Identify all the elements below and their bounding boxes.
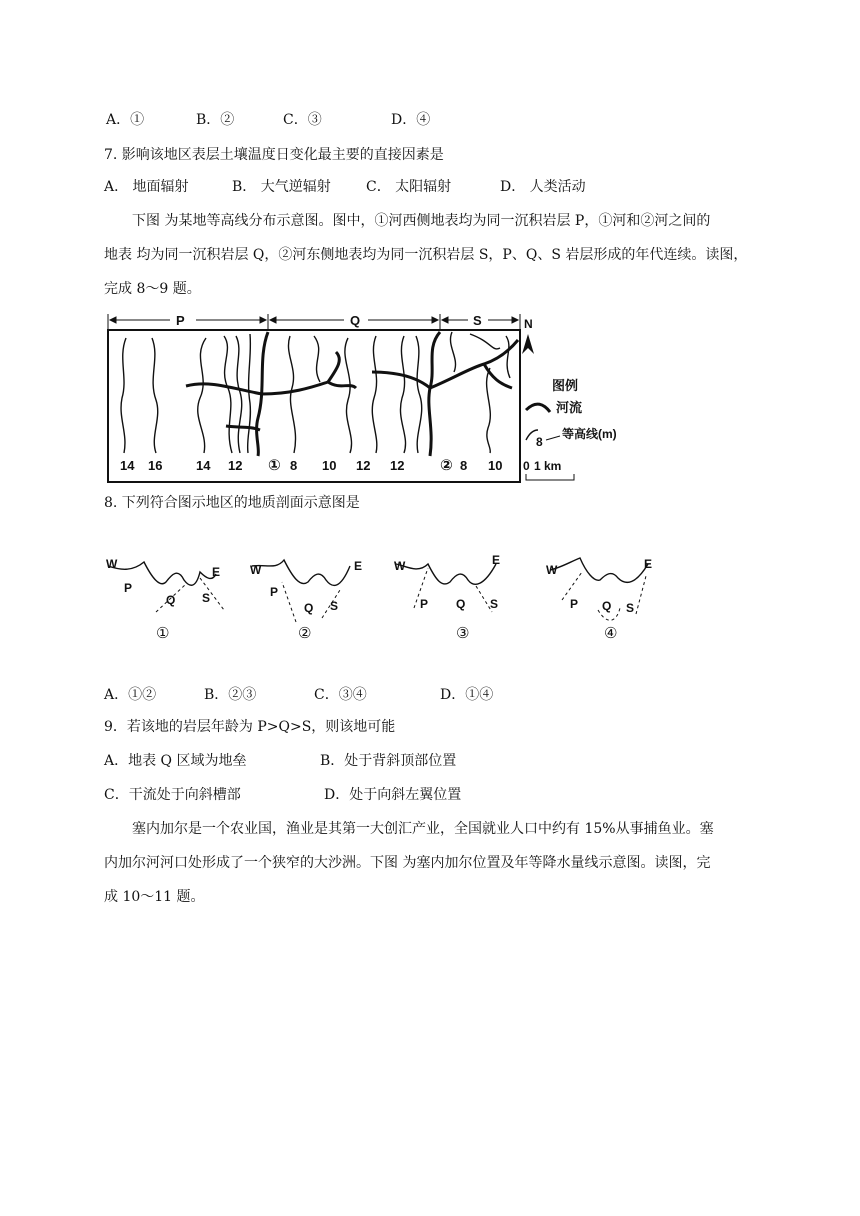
- profile-4-s: S: [626, 601, 635, 615]
- legend-contour-value: 8: [536, 435, 543, 449]
- profile-3-e: E: [492, 553, 501, 567]
- profile-2-q: Q: [304, 601, 314, 615]
- contour-label: 14: [120, 458, 135, 473]
- profile-4-q: Q: [602, 599, 612, 613]
- profile-1-q: Q: [166, 593, 176, 607]
- profile-1-e: E: [212, 565, 221, 579]
- contour-label: 10: [322, 458, 337, 473]
- legend-river-icon: [526, 404, 550, 412]
- profile-4-w: W: [546, 563, 558, 577]
- intro2-line1: 塞内加尔是一个农业国，渔业是其第一大创汇产业，全国就业人口中约有 15%从事捕鱼业。塞: [132, 821, 714, 837]
- q8-option-a: A．①②: [104, 687, 157, 703]
- q7-stem: 7. 影响该地区表层土壤温度日变化最主要的直接因素是: [104, 147, 444, 163]
- profile-3-number: ③: [456, 625, 470, 642]
- scale-zero: 0: [523, 459, 530, 473]
- q6-option-d: D．④: [391, 112, 431, 128]
- profile-2-number: ②: [298, 625, 312, 642]
- intro2-line2: 内加尔河河口处形成了一个狭窄的大沙洲。下图 为塞内加尔位置及年等降水量线示意图。读图，完: [104, 855, 711, 871]
- q6-option-a: A．①: [106, 112, 145, 128]
- q6-option-c: C．③: [283, 112, 322, 128]
- q7-option-c: C． 太阳辐射: [366, 179, 452, 195]
- river-1-label: ①: [268, 457, 281, 474]
- q7-option-d: D． 人类活动: [500, 179, 586, 195]
- profile-1-p: P: [124, 581, 133, 595]
- q8-option-c: C．③④: [314, 687, 367, 703]
- contour-label: 12: [390, 458, 405, 473]
- contour-label: 8: [290, 458, 298, 473]
- contour-label: 12: [228, 458, 243, 473]
- profile-4-p: P: [570, 597, 579, 611]
- q9-option-d: D．处于向斜左翼位置: [324, 787, 462, 803]
- q9-stem: 9．若该地的岩层年龄为 P>Q>S，则该地可能: [104, 719, 396, 735]
- profile-1-number: ①: [156, 625, 170, 642]
- profile-1-w: W: [106, 557, 118, 571]
- intro1-line2: 地表 均为同一沉积岩层 Q，②河东侧地表均为同一沉积岩层 S，P、Q、S 岩层形成的年代连续。读图，: [104, 247, 748, 263]
- north-arrow-icon: [522, 334, 534, 354]
- q9-option-c: C．干流处于向斜槽部: [104, 787, 241, 803]
- q6-option-b: B．②: [196, 112, 235, 128]
- profile-3-s: S: [490, 597, 499, 611]
- profile-2-w: W: [250, 563, 262, 577]
- contour-label: 12: [356, 458, 371, 473]
- q9-option-a: A．地表 Q 区域为地垒: [104, 753, 247, 769]
- zone-s-label: S: [473, 313, 482, 328]
- legend-contour-label: 等高线(m): [562, 427, 617, 441]
- profile-2-p: P: [270, 585, 279, 599]
- contour-label: 16: [148, 458, 163, 473]
- q8-option-b: B．②③: [204, 687, 257, 703]
- intro1-line3: 完成 8～9 题。: [104, 281, 201, 297]
- contour-label: 8: [460, 458, 468, 473]
- zone-q-label: Q: [350, 313, 361, 328]
- profile-4-e: E: [644, 557, 653, 571]
- scale-label: 1 km: [534, 459, 562, 473]
- legend-river-label: 河流: [556, 400, 583, 415]
- legend-title: 图例: [552, 378, 579, 393]
- q7-option-b: B． 大气逆辐射: [232, 179, 331, 195]
- q7-option-a: A． 地面辐射: [104, 179, 189, 195]
- intro2-line3: 成 10～11 题。: [104, 889, 205, 905]
- profile-3-p: P: [420, 597, 429, 611]
- profile-2-e: E: [354, 559, 363, 573]
- north-label: N: [524, 317, 533, 331]
- profile-2-s: S: [330, 599, 339, 613]
- profile-3-q: Q: [456, 597, 466, 611]
- q9-option-b: B．处于背斜顶部位置: [320, 753, 457, 769]
- contour-label: 10: [488, 458, 503, 473]
- intro1-line1: 下图 为某地等高线分布示意图。图中，①河西侧地表均为同一沉积岩层 P，①河和②河之间的: [132, 213, 711, 229]
- profile-3-w: W: [394, 559, 406, 573]
- river-2-label: ②: [440, 457, 453, 474]
- geologic-profiles: [100, 552, 660, 648]
- q8-stem: 8. 下列符合图示地区的地质剖面示意图是: [104, 495, 360, 511]
- scale-bar: [526, 474, 574, 480]
- contour-lines: [121, 332, 510, 453]
- contour-label: 14: [196, 458, 211, 473]
- zone-p-label: P: [176, 313, 185, 328]
- contour-map-figure: [100, 308, 617, 488]
- rivers: [186, 332, 518, 456]
- profile-4-number: ④: [604, 625, 618, 642]
- q8-option-d: D．①④: [440, 687, 494, 703]
- profile-1-s: S: [202, 591, 211, 605]
